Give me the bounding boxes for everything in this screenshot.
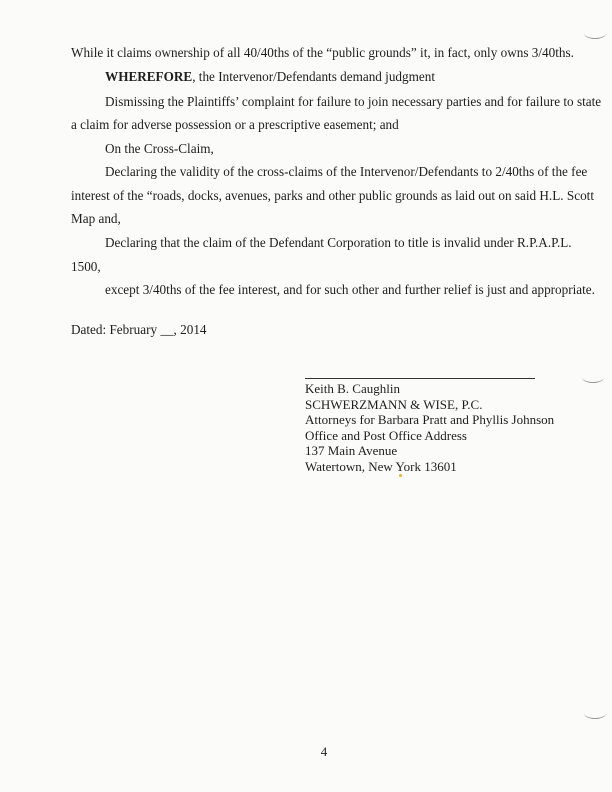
body-line-4: a claim for adverse possession or a prescriptive easement; and bbox=[71, 117, 399, 132]
body-line-10: 1500, bbox=[71, 259, 101, 274]
wherefore-line bbox=[105, 69, 435, 85]
wherefore-heading: WHEREFORE bbox=[105, 69, 193, 84]
body-line-6: Declaring the validity of the cross-claims of the Intervenor/Defendants to 2/40ths of the fee bbox=[105, 164, 588, 179]
cross-claim-heading: On the Cross-Claim, bbox=[105, 141, 214, 156]
signer-name: Keith B. Caughlin bbox=[305, 381, 400, 396]
body-line-11: except 3/40ths of the fee interest, and for such other and further relief is just and appropriate. bbox=[105, 282, 595, 297]
wherefore-text: , the Intervenor/Defendants demand judgment bbox=[192, 69, 435, 84]
ink-speck bbox=[399, 474, 402, 477]
firm-name: SCHWERZMANN & WISE, P.C. bbox=[305, 397, 483, 412]
body-line-9: Declaring that the claim of the Defendant Corporation to title is invalid under R.P.A.P.L. bbox=[105, 235, 572, 250]
body-line-1: While it claims ownership of all 40/40ths of the “public grounds” it, in fact, only owns 3/40ths. bbox=[71, 45, 574, 60]
city-address: Watertown, New York 13601 bbox=[305, 459, 457, 474]
punch-hole-mark bbox=[584, 708, 606, 719]
signature-line bbox=[305, 378, 535, 379]
dated-line: Dated: February __, 2014 bbox=[71, 322, 207, 337]
punch-hole-mark bbox=[582, 372, 604, 383]
body-line-3: Dismissing the Plaintiffs’ complaint for failure to join necessary parties and for failure to state bbox=[105, 94, 602, 109]
punch-hole-mark bbox=[584, 28, 606, 39]
office-label: Office and Post Office Address bbox=[305, 428, 467, 443]
page-number: 4 bbox=[320, 744, 328, 759]
body-line-7: interest of the “roads, docks, avenues, parks and other public grounds as laid out on said H.L. Scott bbox=[71, 188, 594, 203]
attorneys-for: Attorneys for Barbara Pratt and Phyllis Johnson bbox=[305, 412, 555, 427]
body-line-8: Map and, bbox=[71, 211, 121, 226]
street-address: 137 Main Avenue bbox=[305, 443, 398, 458]
